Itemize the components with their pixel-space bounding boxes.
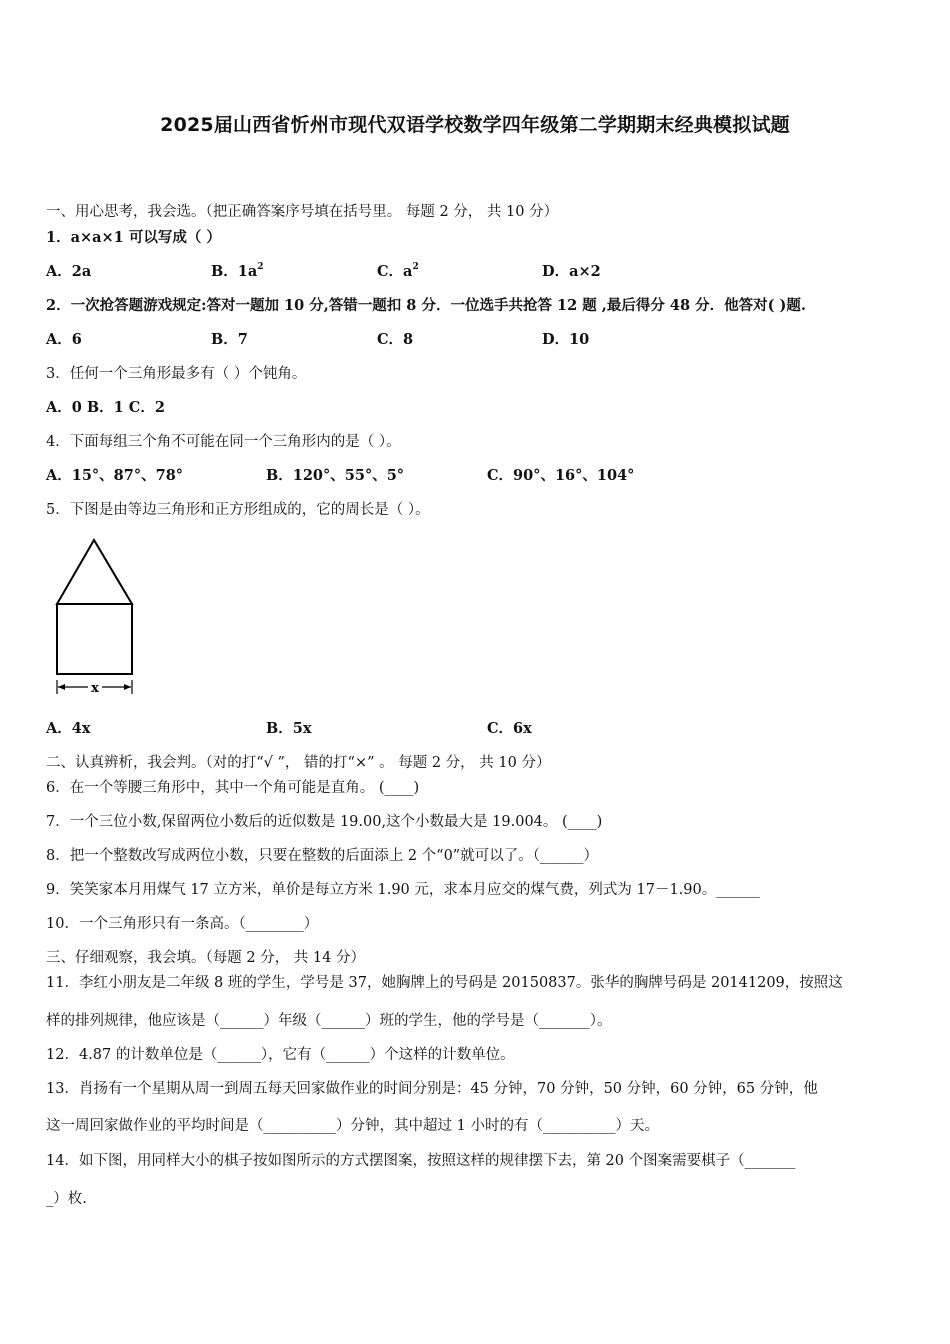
question-9: 9．笑笑家本月用煤气 17 立方米，单价是每立方米 1.90 元，求本月应交的煤气费，列式为 17－1.90。______	[46, 882, 760, 898]
question-13-line-1: 13．肖扬有一个星期从周一到周五每天回家做作业的时间分别是：45 分钟，70 分钟，50 分钟，60 分钟，65 分钟，他	[46, 1081, 818, 1097]
question-3-stem: 3．任何一个三角形最多有（ ）个钝角。	[46, 366, 307, 382]
section-3-heading: 三、仔细观察，我会填。（每题 2 分， 共 14 分）	[46, 950, 365, 966]
question-5-stem: 5．下图是由等边三角形和正方形组成的，它的周长是（ ）。	[46, 502, 430, 518]
question-5-option-c: C．6x	[487, 720, 532, 737]
question-5-option-a: A．4x	[46, 720, 91, 737]
question-7: 7．一个三位小数,保留两位小数后的近似数是 19.00,这个小数最大是 19.004。 (____)	[46, 814, 603, 830]
question-3-options: A．0 B．1 C．2	[46, 399, 165, 416]
section-1-heading: 一、用心思考，我会选。（把正确答案序号填在括号里。 每题 2 分， 共 10 分）	[46, 204, 559, 220]
question-1-option-d: D．a×2	[542, 263, 601, 280]
question-13-line-2: 这一周回家做作业的平均时间是（__________）分钟，其中超过 1 小时的有（__________）天。	[46, 1118, 659, 1134]
question-2-stem: 2．一次抢答题游戏规定:答对一题加 10 分,答错一题扣 8 分．一位选手共抢答 12 题 ,最后得分 48 分．他答对( )题.	[46, 297, 806, 314]
question-1-option-b	[211, 262, 264, 282]
question-2-option-d: D．10	[542, 331, 590, 348]
question-1-option-c-exponent: 2	[412, 262, 419, 272]
question-1-option-b-exponent: 2	[257, 262, 264, 272]
section-2-heading: 二、认真辨析，我会判。（对的打“√ ”， 错的打“×” 。 每题 2 分， 共 10 分）	[46, 755, 551, 771]
page-title: 2025届山西省忻州市现代双语学校数学四年级第二学期期末经典模拟试题	[160, 114, 790, 136]
question-14-line-1: 14．如下图，用同样大小的棋子按如图所示的方式摆图案，按照这样的规律摆下去，第 20 个图案需要棋子（_______	[46, 1153, 796, 1169]
house-figure	[50, 532, 145, 702]
question-4-option-c: C．90°、16°、104°	[487, 467, 635, 484]
square	[57, 604, 132, 674]
question-6: 6．在一个等腰三角形中，其中一个角可能是直角。 (____)	[46, 780, 420, 796]
question-8: 8．把一个整数改写成两位小数，只要在整数的后面添上 2 个“0”就可以了。（______）	[46, 848, 598, 864]
question-4-option-a: A．15°、87°、78°	[46, 467, 184, 484]
figure-side-label: x	[91, 681, 99, 696]
question-1-option-c-text: C．a	[377, 263, 413, 280]
arrow-right-icon	[124, 684, 131, 690]
question-11-line-1: 11．李红小朋友是二年级 8 班的学生，学号是 37，她胸牌上的号码是 20150837。张华的胸牌号码是 20141209，按照这	[46, 975, 843, 991]
question-1-stem: 1．a×a×1 可以写成（ ）	[46, 229, 221, 246]
question-2-option-b: B．7	[211, 331, 248, 348]
question-1-option-c	[377, 262, 419, 282]
question-4-stem: 4．下面每组三个角不可能在同一个三角形内的是（ ）。	[46, 434, 401, 450]
question-14-line-2: _）枚.	[46, 1191, 87, 1207]
question-2-option-a: A．6	[46, 331, 82, 348]
question-5-option-b: B．5x	[266, 720, 312, 737]
equilateral-triangle	[57, 540, 132, 604]
question-11-line-2: 样的排列规律，他应该是（______）年级（______）班的学生，他的学号是（_______）。	[46, 1013, 612, 1029]
arrow-left-icon	[58, 684, 65, 690]
question-1-option-a: A．2a	[46, 263, 92, 280]
question-1-option-b-text: B．1a	[211, 263, 258, 280]
question-2-option-c: C．8	[377, 331, 414, 348]
question-4-option-b: B．120°、55°、5°	[266, 467, 405, 484]
question-10: 10．一个三角形只有一条高。（________）	[46, 916, 319, 932]
question-12: 12．4.87 的计数单位是（______），它有（______）个这样的计数单位。	[46, 1047, 515, 1063]
